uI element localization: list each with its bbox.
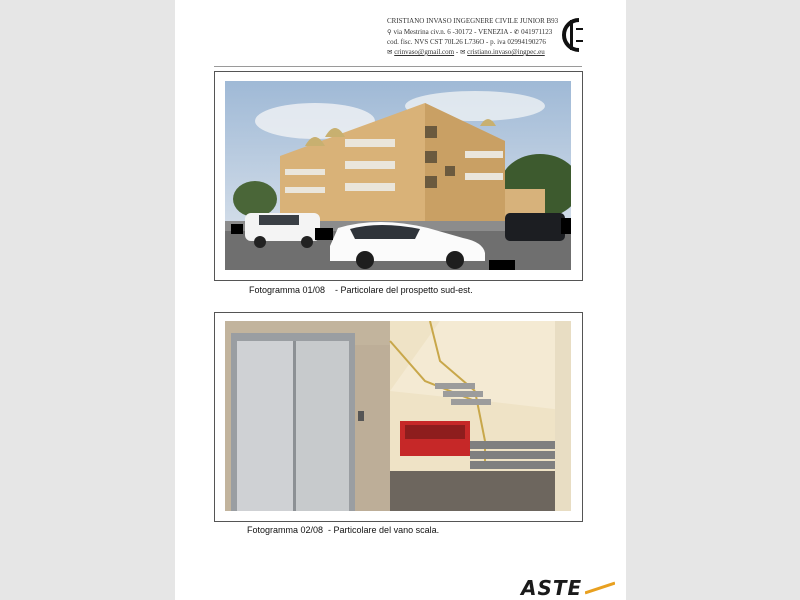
letterhead-email bbox=[387, 48, 545, 56]
location-icon: ⚲ bbox=[387, 28, 392, 36]
mail-icon: ✉ bbox=[459, 48, 466, 56]
header-divider bbox=[214, 66, 582, 67]
stairwell-photo bbox=[225, 321, 571, 511]
address-text: via Mestrina civ.n. 6 -30172 - VENEZIA - bbox=[393, 28, 513, 36]
email-link-1[interactable]: crinvaso@gmail.com bbox=[394, 48, 455, 56]
letterhead-address bbox=[387, 28, 552, 36]
letterhead-name: CRISTIANO INVASO INGEGNERE CIVILE JUNIOR B93 bbox=[387, 17, 559, 25]
email-link-2[interactable]: cristiano.invaso@ingpec.eu bbox=[467, 48, 545, 56]
phone-text: 041971123 bbox=[521, 28, 553, 36]
engineer-logo-icon bbox=[557, 16, 585, 54]
phone-icon: ✆ bbox=[513, 28, 520, 36]
building-exterior-photo bbox=[225, 81, 571, 270]
photo-caption-2: Fotogramma 02/08 - Particolare del vano scala. bbox=[247, 525, 440, 535]
aste-brand-logo: ASTE bbox=[521, 576, 583, 600]
letterhead-tax: cod. fisc. NVS CST 70L26 L736O - p. iva 02994190276 bbox=[387, 38, 546, 46]
email-separator: - bbox=[455, 48, 459, 56]
photo-caption-1: Fotogramma 01/08 - Particolare del prospetto sud-est. bbox=[249, 285, 473, 295]
brand-accent-icon bbox=[585, 581, 615, 595]
mail-icon: ✉ bbox=[387, 48, 393, 56]
